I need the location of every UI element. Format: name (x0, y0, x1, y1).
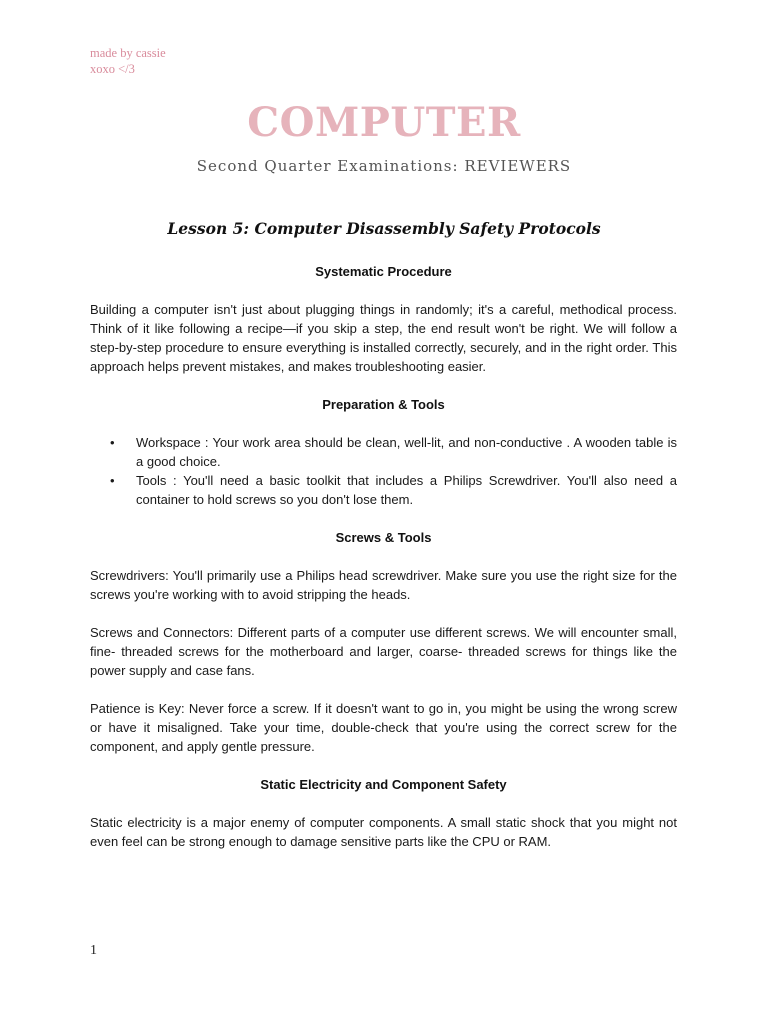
list-item (90, 433, 677, 471)
section-heading-screws-tools: Screws & Tools (335, 530, 432, 545)
section-heading-systematic-procedure: Systematic Procedure (315, 264, 452, 279)
paragraph-screwdrivers: Screwdrivers: You'll primarily use a Philips head screwdriver. Make sure you use the right size for the screws you're working with to avoid stripping the heads. (90, 568, 677, 602)
section-heading-static-electricity: Static Electricity and Component Safety (260, 777, 507, 792)
bullet-icon: • (110, 473, 115, 488)
list-item-text: Tools : You'll need a basic toolkit that includes a Philips Screwdriver. You'll also need a container to hold screws so you don't lose them. (136, 473, 677, 507)
bullet-icon: • (110, 435, 115, 450)
paragraph-static-electricity: Static electricity is a major enemy of computer components. A small static shock that you might not even feel can be strong enough to damage sensitive parts like the CPU or RAM. (90, 815, 677, 849)
lesson-title: Lesson 5: Computer Disassembly Safety Protocols (167, 219, 601, 238)
author-note-line2: xoxo </3 (90, 62, 135, 76)
author-note (90, 45, 166, 77)
author-note-line1: made by cassie (90, 46, 166, 60)
document-title: COMPUTER (247, 99, 521, 146)
paragraph-patience: Patience is Key: Never force a screw. If it doesn't want to go in, you might be using the wrong screw or have it misaligned. Take your time, double-check that you're using the correct screw for the component, and apply gentle pressure. (90, 701, 677, 754)
paragraph-screws-connectors: Screws and Connectors: Different parts of a computer use different screws. We will encounter small, fine- threaded screws for the motherboard and larger, coarse- threaded screws for things like the power supply and case fans. (90, 625, 677, 678)
document-body (90, 262, 677, 870)
section-heading-preparation-tools: Preparation & Tools (322, 397, 445, 412)
list-item-text: Workspace : Your work area should be clean, well-lit, and non-conductive . A wooden table is a good choice. (136, 435, 677, 469)
list-item (90, 471, 677, 509)
document-subtitle: Second Quarter Examinations: REVIEWERS (196, 157, 572, 175)
page-number: 1 (90, 943, 97, 958)
bullet-list-preparation (90, 433, 677, 509)
paragraph-systematic-procedure: Building a computer isn't just about plugging things in randomly; it's a careful, methodical process. Think of it like following a recipe—if you skip a step, the end result won't be right. We will follow a step-by-step procedure to ensure everything is installed correctly, securely, and in the right order. This approach helps prevent mistakes, and makes troubleshooting easier. (90, 302, 677, 374)
